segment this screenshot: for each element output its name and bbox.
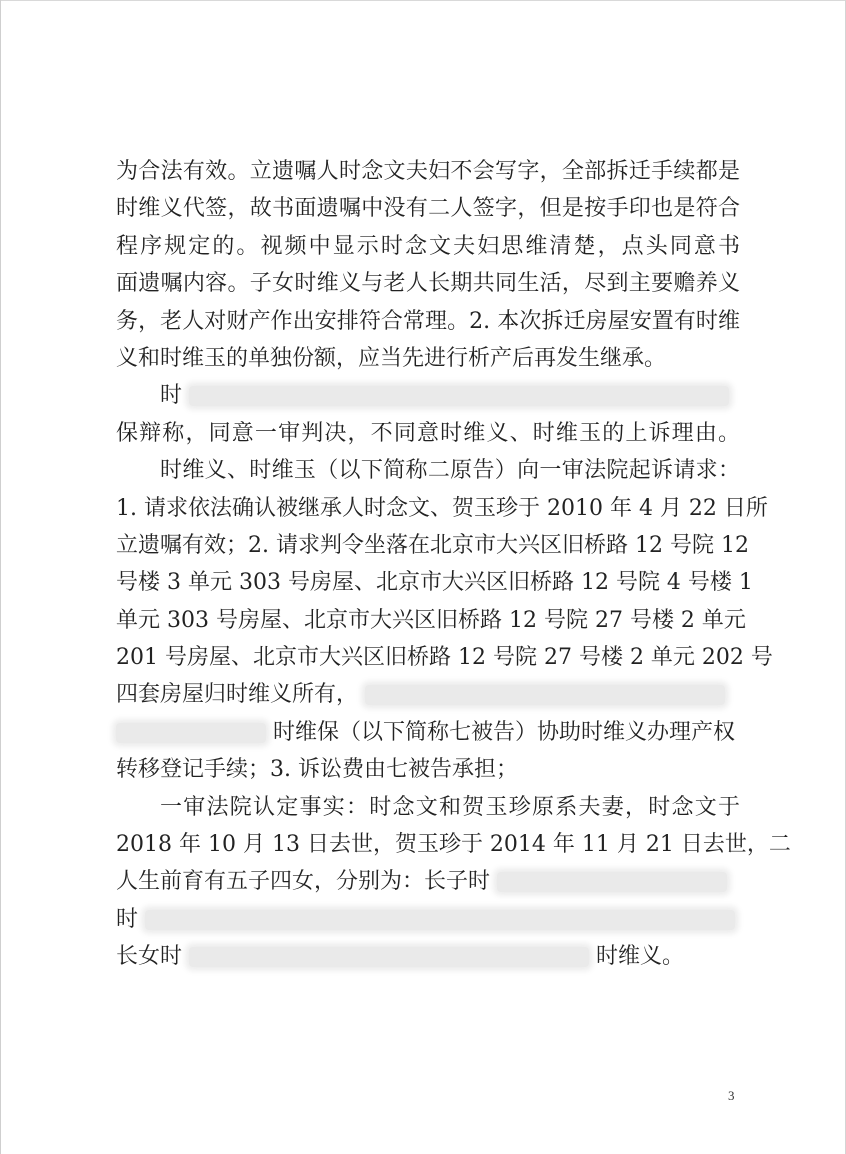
text-line: 转移登记手续；3. 诉讼费由七被告承担； xyxy=(116,757,518,783)
redacted-line-text: 时维义。 xyxy=(596,944,685,970)
redaction-block xyxy=(365,685,725,705)
page-border-top xyxy=(0,0,846,1)
text-line: 号楼 3 单元 303 号房屋、北京市大兴区旧桥路 12 号院 4 号楼 1 xyxy=(116,570,753,596)
page-number: 3 xyxy=(728,1088,735,1103)
redacted-line-text: 四套房屋归时维义所有， xyxy=(116,682,359,708)
text-line: 程序规定的。视频中显示时念文夫妇思维清楚，点头同意书 xyxy=(116,233,740,259)
redacted-line-text: 时 xyxy=(160,383,183,409)
text-line: 2018 年 10 月 13 日去世，贺玉珍于 2014 年 11 月 21 日去世，二 xyxy=(116,832,791,858)
text-line: 1. 请求依法确认被继承人时念文、贺玉珍于 2010 年 4 月 22 日所 xyxy=(116,495,768,521)
text-line: 时维义代签，故书面遗嘱中没有二人签字，但是按手印也是符合 xyxy=(116,196,740,222)
text-line: 为合法有效。立遗嘱人时念文夫妇不会写字，全部拆迁手续都是 xyxy=(116,159,740,184)
redaction-block xyxy=(189,386,729,406)
text-line-redacted xyxy=(116,714,740,751)
redacted-line-text: 时 xyxy=(116,906,139,932)
redacted-line-text: 人生前育有五子四女，分别为：长子时 xyxy=(116,869,491,895)
redaction-block xyxy=(189,947,589,967)
text-line: 时维义、时维玉（以下简称二原告）向一审法院起诉请求： xyxy=(160,458,740,484)
text-line: 单元 303 号房屋、北京市大兴区旧桥路 12 号院 27 号楼 2 单元 xyxy=(116,607,746,633)
text-line: 保辩称，同意一审判决，不同意时维义、时维玉的上诉理由。 xyxy=(116,420,740,446)
text-line: 一审法院认定事实：时念文和贺玉珍原系夫妻，时念文于 xyxy=(160,794,740,820)
redaction-block xyxy=(497,872,727,892)
text-line: 义和时维玉的单独份额，应当先进行析产后再发生继承。 xyxy=(116,345,667,371)
redacted-line-text: 时维保（以下简称七被告）协助时维义办理产权 xyxy=(273,719,736,745)
redaction-block xyxy=(145,910,735,930)
text-line-redacted xyxy=(116,938,740,975)
text-line: 立遗嘱有效；2. 请求判令坐落在北京市大兴区旧桥路 12 号院 12 xyxy=(116,532,749,558)
text-line-redacted xyxy=(116,901,740,938)
text-line-redacted xyxy=(116,676,740,713)
text-line: 面遗嘱内容。子女时维义与老人长期共同生活，尽到主要赡养义 xyxy=(116,271,740,297)
page-border-left xyxy=(0,0,1,1154)
text-line-redacted xyxy=(116,863,740,900)
redacted-line-text: 长女时 xyxy=(116,944,183,970)
redaction-block xyxy=(116,723,266,743)
document-body xyxy=(116,153,791,976)
text-line: 201 号房屋、北京市大兴区旧桥路 12 号院 27 号楼 2 单元 202 号 xyxy=(116,645,773,671)
text-line: 务，老人对财产作出安排符合常理。2. 本次拆迁房屋安置有时维 xyxy=(116,308,740,334)
text-line-redacted xyxy=(116,377,740,414)
